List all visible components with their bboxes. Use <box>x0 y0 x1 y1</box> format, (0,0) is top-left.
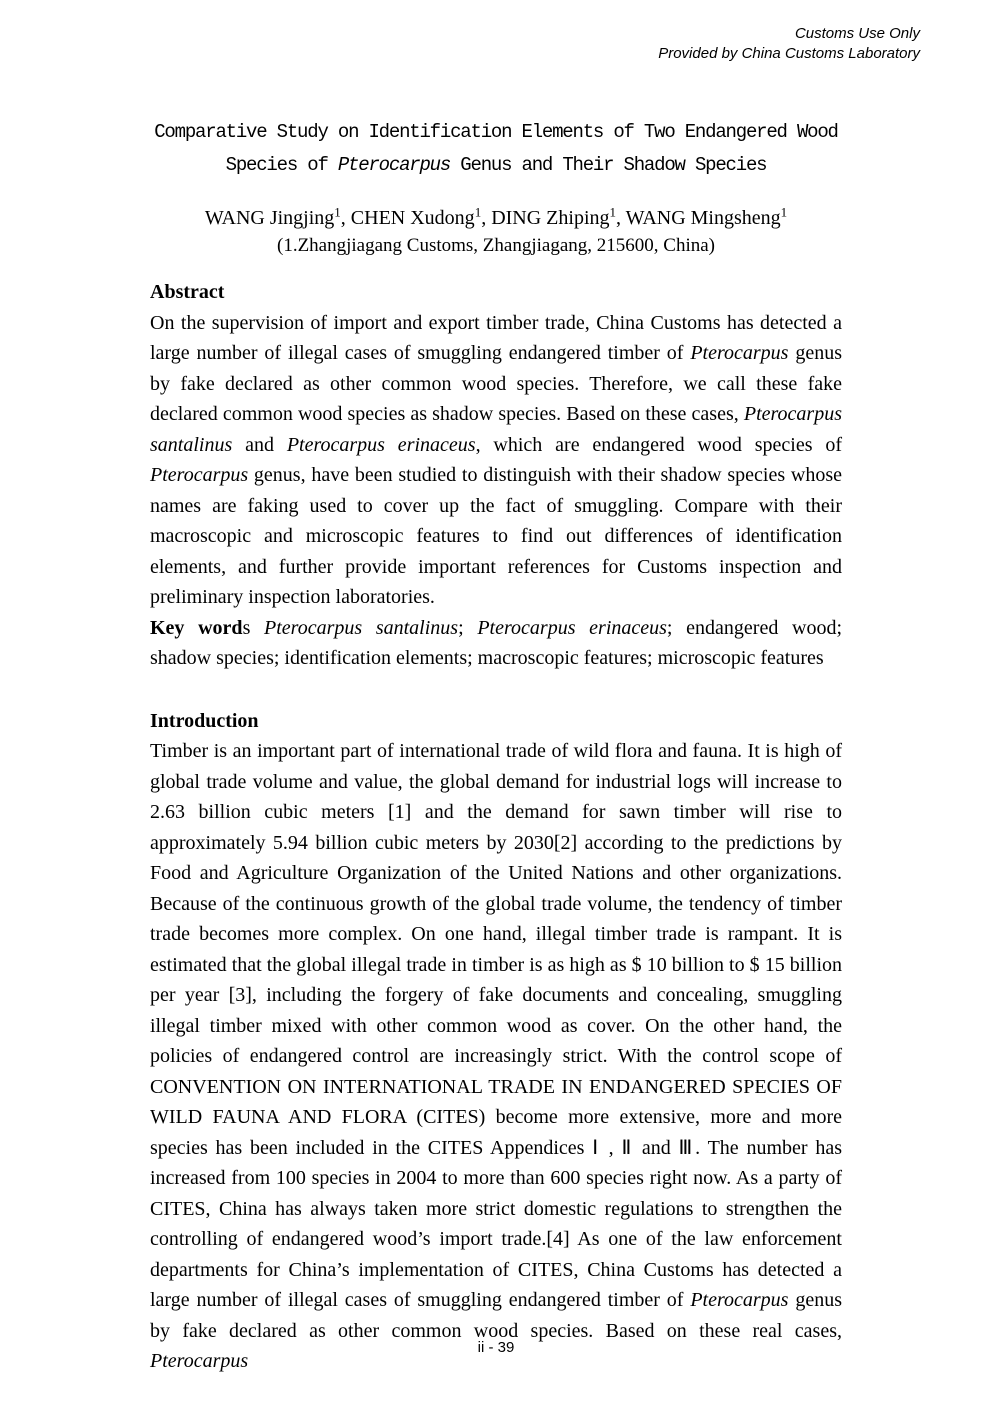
page-content <box>150 0 842 1377</box>
abstract-paragraph: On the supervision of import and export timber trade, China Customs has detected a large number of illegal cases of smuggling endangered timber of Pterocarpus genus by fake declared as other common wood species. Therefore, we call these fake declared common wood species as shadow species. Based on these cases, Pterocarpus santalinus and Pterocarpus erinaceus, which are endangered wood species of Pterocarpus genus, have been studied to distinguish with their shadow species whose names are faking used to cover up the fact of smuggling. Compare with their macroscopic and microscopic features to find out differences of identification elements, and further provide important references for Customs inspection and preliminary inspection laboratories. <box>150 311 842 608</box>
abstract-heading: Abstract <box>150 281 225 303</box>
keywords-line: Key words Pterocarpus santalinus; Pterocarpus erinaceus; endangered wood; shadow species; identification elements; macroscopic features; microscopic features <box>150 616 843 669</box>
page-number: ii - 39 <box>477 1339 515 1356</box>
introduction-heading: Introduction <box>150 709 259 732</box>
introduction-paragraph: Timber is an important part of international trade of wild flora and fauna. It is high of global trade volume and value, the global demand for industrial logs will increase to 2.63 billion cubic meters [1] and the demand for sawn timber will rise to approximately 5.94 billion cubic meters by 2030[2] according to the predictions by Food and Agriculture Organization of the United Nations and other organizations. Because of the continuous growth of the global trade volume, the tendency of timber trade becomes more complex. On one hand, illegal timber trade is rampant. It is estimated that the global illegal trade in timber is as high as $ 10 billion to $ 15 billion per year [3], including the forgery of fake documents and concealing, smuggling illegal timber mixed with other common wood as cover. On the other hand, the policies of endangered control are increasingly strict. With the control scope of CONVENTION ON INTERNATIONAL TRADE IN ENDANGERED SPECIES OF WILD FAUNA AND FLORA (CITES) become more extensive, more and more species has been included in the CITES Appendices Ⅰ , Ⅱ and Ⅲ. The number has increased from 100 species in 2004 to more than 600 species right now. As a party of CITES, China has always taken more strict domestic regulations to strengthen the controlling of endangered wood’s import trade.[4] As one of the law enforcement departments for China’s implementation of CITES, China Customs has detected a large number of illegal cases of smuggling endangered timber of Pterocarpus genus by fake declared as other common wood species. Based on these real cases, Pterocarpus <box>150 740 842 1372</box>
authors-line: WANG Jingjing$^1$, CHEN Xudong$^1$, DING Zhiping$^1$, WANG Mingsheng$^1$ <box>204 204 788 229</box>
classification-line-2: Provided by China Customs Laboratory <box>658 45 920 62</box>
paper-title: Comparative Study on Identification Elements of Two Endangered Wood Species of Pterocarpus Genus and Their Shadow Species <box>154 121 838 176</box>
classification-line-1: Customs Use Only <box>794 25 920 42</box>
affiliation-line: (1.Zhangjiagang Customs, Zhangjiagang, 215600, China) <box>277 235 715 256</box>
